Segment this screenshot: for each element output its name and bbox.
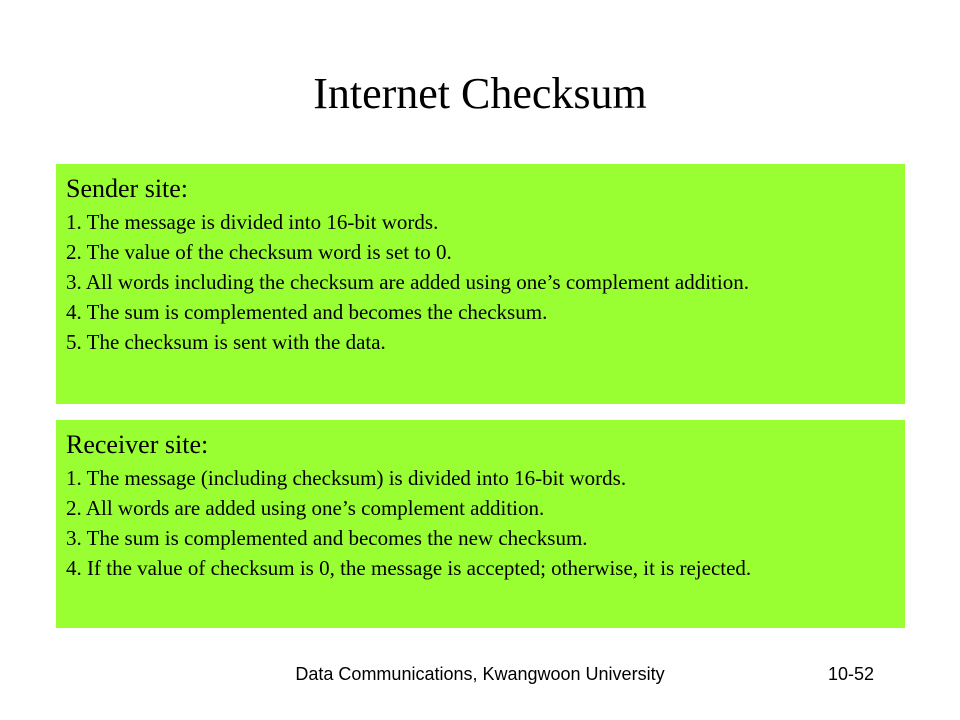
footer-course-label: Data Communications, Kwangwoon University — [295, 664, 665, 684]
receiver-step-3: 3. The sum is complemented and becomes the new checksum. — [66, 526, 588, 550]
sender-step-3: 3. All words including the checksum are added using one’s complement addition. — [66, 270, 749, 294]
sender-step-2: 2. The value of the checksum word is set to 0. — [66, 240, 452, 264]
receiver-step-4: 4. If the value of checksum is 0, the message is accepted; otherwise, it is rejected. — [66, 556, 752, 580]
receiver-step-1: 1. The message (including checksum) is divided into 16-bit words. — [66, 466, 627, 490]
footer-page-number: 10-52 — [828, 664, 875, 684]
sender-step-1: 1. The message is divided into 16-bit words. — [66, 210, 439, 234]
receiver-step-2: 2. All words are added using one’s complement addition. — [66, 496, 545, 520]
sender-step-5: 5. The checksum is sent with the data. — [66, 330, 386, 354]
sender-site-heading: Sender site: — [66, 174, 189, 203]
sender-steps-list — [66, 207, 905, 357]
sender-site-box — [56, 164, 905, 404]
slide-title: Internet Checksum — [313, 69, 647, 118]
receiver-steps-list — [66, 463, 905, 583]
receiver-site-heading: Receiver site: — [66, 430, 209, 459]
receiver-site-box — [56, 420, 905, 628]
sender-step-4: 4. The sum is complemented and becomes the checksum. — [66, 300, 548, 324]
